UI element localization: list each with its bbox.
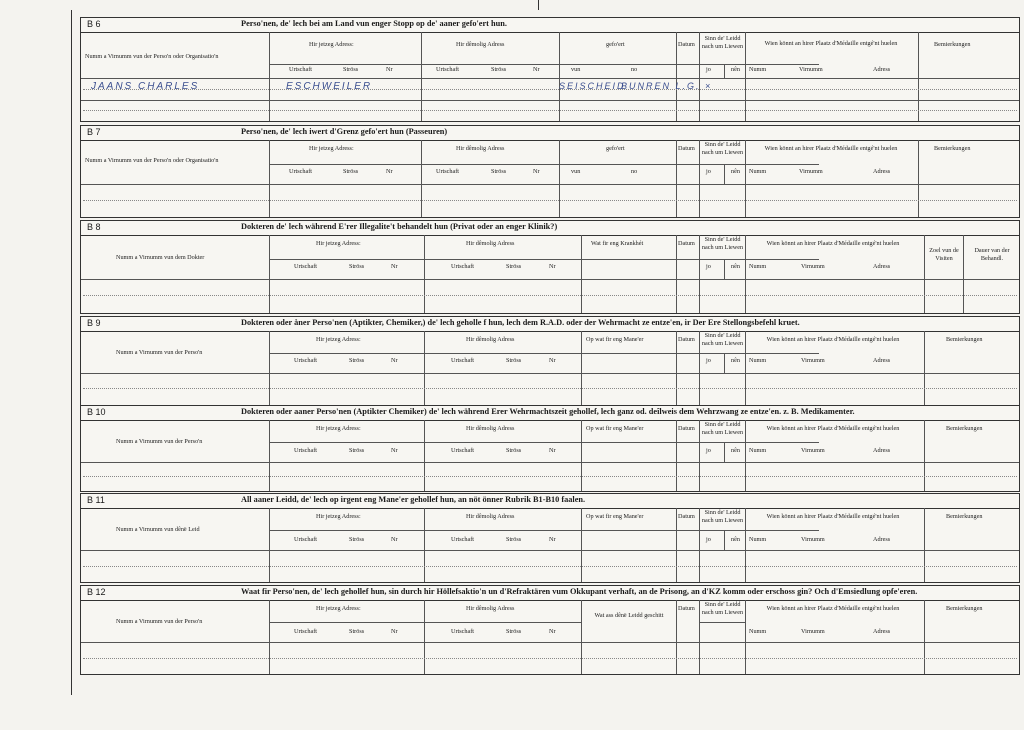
col-date: Datum [678,41,695,48]
col-date: Datum [678,145,695,152]
col-former-address: Hir dêmolig Adress [466,425,515,432]
col-medal: Wien könnt an hirer Plaatz d'Médaille entgé'nt huelen [766,605,900,612]
col-street: Ströss [506,536,522,543]
col-former-address: Hir dêmolig Adress [466,605,515,612]
col-street: Ströss [491,66,507,73]
col-remarks: Bemierkungen [946,336,983,343]
col-remarks: Bemierkungen [934,145,971,152]
col-surname: Numm [749,447,767,454]
col-street: Ströss [349,536,365,543]
col-firstname: Virnumm [801,357,825,364]
section-code: B 10 [87,407,106,417]
col-alive: Sinn de' Leidd nach um Liewen [701,35,744,50]
col-what-means: Op wat fir eng Mane'er [586,336,644,343]
col-name: Numm a Virnumm vun der Perso'n [116,438,203,445]
col-number: Nr [549,536,556,543]
col-current-address: Hir jetzeg Adress: [316,513,361,520]
col-date: Datum [678,513,695,520]
col-locality: Urtschaft [451,628,475,635]
col-locality: Urtschaft [436,66,460,73]
col-current-address: Hir jetzeg Adress: [316,336,361,343]
col-remarks: Bemierkungen [946,513,983,520]
col-locality: Urtschaft [294,536,318,543]
col-name: Numm a Virnumm vun der Perso'n [116,349,203,356]
col-no: nên [731,263,740,270]
section-code: B 11 [87,495,105,505]
handwritten-name: JAANS CHARLES [91,81,200,92]
handwritten-from: SEISCHEID [559,81,626,91]
section-header [81,18,1019,33]
section-b12 [80,585,1020,675]
col-surname: Numm [749,263,767,270]
col-yes: jo [706,66,711,73]
section-code: B 8 [87,222,101,232]
section-header [81,586,1019,601]
col-date: Datum [678,605,695,612]
col-what-means: Op wat fir eng Mane'er [586,425,644,432]
col-remarks: Bemierkungen [946,605,983,612]
col-medal: Wien könnt an hirer Plaatz d'Médaille entgé'nt huelen [766,513,900,520]
col-address: Adress [873,168,891,175]
section-header [81,221,1019,236]
col-locality: Urtschaft [451,447,475,454]
col-alive: Sinn de' Leidd nach um Liewen [701,601,744,616]
col-surname: Numm [749,168,767,175]
section-title: Dokteren oder aaner Perso'nen (Aptikter Chemiker) de' lech während Erer Wehrmachtszeit gehollef, lech ganz od. deîlweis dem Wehrzwang ze entze'en. z. B. Medikamenter. [241,407,855,416]
col-number: Nr [549,628,556,635]
col-name-doctor: Numm a Virnumm vun dem Dokter [116,254,205,261]
col-what-means: Op wat fir eng Mane'er [586,513,644,520]
col-former-address: Hir dêmolig Adress [456,41,505,48]
col-alive: Sinn de' Leidd nach um Liewen [701,421,744,436]
col-yes: jo [706,263,711,270]
col-number: Nr [549,447,556,454]
col-former-address: Hir dêmolig Adress [466,240,515,247]
col-name: Numm a Virnumm vun der Perso'n [116,618,203,625]
col-street: Ströss [506,447,522,454]
section-b6 [80,17,1020,122]
col-locality: Urtschaft [436,168,460,175]
section-header [81,406,1019,421]
col-locality: Urtschaft [294,357,318,364]
col-yes: jo [706,536,711,543]
col-number: Nr [391,536,398,543]
col-former-address: Hir dêmolig Adress [456,145,505,152]
section-code: B 9 [87,318,101,328]
section-code: B 12 [87,587,106,597]
col-medal: Wien könnt an hirer Plaatz d'Médaille entgé'nt huelen [766,240,900,247]
section-header [81,317,1019,332]
col-name: Numm a Virnumm vun der Perso'n oder Organisatio'n [85,53,219,60]
col-medal: Wien könnt an hirer Plaatz d'Médaille entgé'nt huelen [766,336,900,343]
handwritten-to: BUNREN L.G. × [621,81,713,91]
col-number: Nr [533,66,540,73]
col-illness: Wat fir eng Krankhét [591,240,644,247]
col-address: Adress [873,357,891,364]
section-header [81,126,1019,141]
col-medal: Wien könnt an hirer Plaatz d'Médaille entgé'nt huelen [764,145,898,152]
left-border-line [71,10,72,695]
col-from: vun [571,66,581,73]
col-fled: gefo'ert [606,41,625,48]
col-to: no [631,66,638,73]
col-firstname: Virnumm [799,168,823,175]
col-alive: Sinn de' Leidd nach um Liewen [701,509,744,524]
col-former-address: Hir dêmolig Adress [466,513,515,520]
col-alive: Sinn de' Leidd nach um Liewen [701,332,744,347]
col-date: Datum [678,425,695,432]
col-no: nên [731,168,740,175]
section-title: All aaner Leidd, de' lech op irgent eng Mane'er gehollef hun, an nöt önner Rubrik B1-B10 faalen. [241,495,586,504]
col-alive: Sinn de' Leidd nach um Liewen [701,141,744,156]
section-b8 [80,220,1020,314]
col-locality: Urtschaft [294,263,318,270]
col-current-address: Hir jetzeg Adress: [316,240,361,247]
col-from: vun [571,168,581,175]
col-address: Adress [873,263,891,270]
col-yes: jo [706,168,711,175]
col-locality: Urtschaft [289,66,313,73]
col-remarks: Bemierkungen [946,425,983,432]
col-surname: Numm [749,536,767,543]
section-header [81,494,1019,509]
col-no: nên [731,66,740,73]
col-street: Ströss [506,628,522,635]
col-locality: Urtschaft [451,536,475,543]
col-medal: Wien könnt an hirer Plaatz d'Médaille entgé'nt huelen [766,425,900,432]
col-number: Nr [533,168,540,175]
col-yes: jo [706,447,711,454]
col-firstname: Virnumm [801,263,825,270]
col-street: Ströss [349,263,365,270]
col-number: Nr [391,357,398,364]
section-title: Perso'nen, de' lech iwert d'Grenz gefo'ert hun (Passeuren) [241,127,448,136]
col-to: no [631,168,638,175]
col-what-people-did: Wat ass dênë Leidd geschitt [594,612,664,619]
section-b11 [80,493,1020,583]
col-former-address: Hir dêmolig Adress [466,336,515,343]
col-firstname: Virnumm [801,536,825,543]
col-address: Adress [873,628,891,635]
col-address: Adress [873,447,891,454]
col-current-address: Hir jetzeg Adress: [309,145,354,152]
section-title: Waat fir Perso'nen, de' lech gehollef hun, sin durch hir Höllefsaktio'n un d'Refraktären vum Okkupant verhaft, an de Prisong, an d'KZ komm oder erschoss gin? Och d'Emsiedlung opfe'eren. [241,587,918,596]
col-surname: Numm [749,357,767,364]
section-b9 [80,316,1020,406]
col-street: Ströss [343,168,359,175]
section-title: Dokteren de' lech während E'rer Illegalite't behandelt hun (Privat oder an enger Klinik?) [241,222,558,231]
col-number: Nr [391,628,398,635]
section-title: Perso'nen, de' lech bei am Land vun enger Stopp op de' aaner gefo'ert hun. [241,19,507,28]
col-current-address: Hir jetzeg Adress: [316,425,361,432]
col-medal: Wien könnt an hirer Plaatz d'Médaille entgé'nt huelen [764,40,898,47]
col-locality: Urtschaft [451,263,475,270]
tick-mark [538,0,539,10]
col-number: Nr [391,447,398,454]
handwritten-locality: ESCHWEILER [286,81,373,92]
section-code: B 6 [87,19,101,29]
section-code: B 7 [87,127,101,137]
col-street: Ströss [349,447,365,454]
col-street: Ströss [506,357,522,364]
section-b7 [80,125,1020,218]
col-current-address: Hir jetzeg Adress: [316,605,361,612]
col-number: Nr [549,357,556,364]
col-current-address: Hir jetzeg Adress: [309,41,354,48]
col-locality: Urtschaft [294,628,318,635]
col-alive: Sinn de' Leidd nach um Liewen [701,236,744,251]
col-surname: Numm [749,628,767,635]
col-no: nên [731,357,740,364]
col-remarks: Bemierkungen [934,41,971,48]
col-street: Ströss [349,357,365,364]
col-date: Datum [678,336,695,343]
col-locality: Urtschaft [451,357,475,364]
col-visits: Zoel vun de Visiten [929,247,959,262]
col-firstname: Virnumm [801,447,825,454]
col-yes: jo [706,357,711,364]
col-number: Nr [386,66,393,73]
col-street: Ströss [491,168,507,175]
section-b10 [80,405,1020,492]
col-firstname: Virnumm [801,628,825,635]
section-title: Dokteren oder åner Perso'nen (Aptikter, Chemiker,) de' lech geholle f hun, lech dem R.A.D. oder der Wehrmacht ze entze'en, ir Der Ere Stellongsbefehl kruet. [241,318,800,327]
col-surname: Numm [749,66,767,73]
col-number: Nr [549,263,556,270]
col-address: Adress [873,536,891,543]
col-treatment-duration: Dauer van der Behandl. [974,247,1010,262]
col-number: Nr [391,263,398,270]
col-name: Numm a Virnumm vun der Perso'n oder Organisatio'n [85,157,219,164]
col-street: Ströss [349,628,365,635]
col-street: Ströss [506,263,522,270]
col-no: nên [731,447,740,454]
col-street: Ströss [343,66,359,73]
col-address: Adress [873,66,891,73]
col-name-people: Numm a Virnumm vun dênë Leid [116,526,200,533]
col-locality: Urtschaft [289,168,313,175]
col-locality: Urtschaft [294,447,318,454]
col-date: Datum [678,240,695,247]
col-fled: gefo'ert [606,145,625,152]
col-no: nên [731,536,740,543]
col-firstname: Virnumm [799,66,823,73]
col-number: Nr [386,168,393,175]
